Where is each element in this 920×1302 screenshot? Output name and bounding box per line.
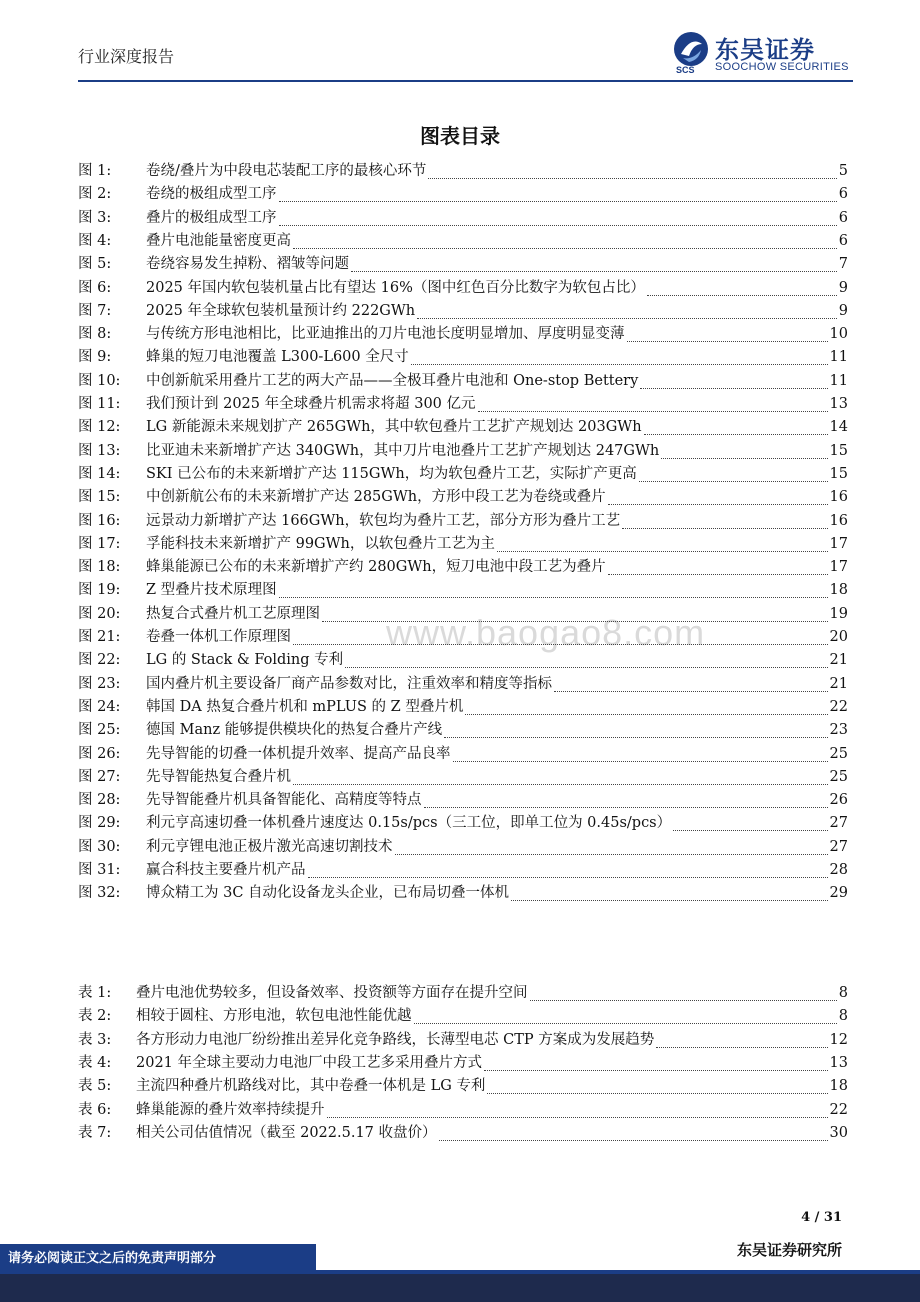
dot-leader <box>411 346 828 365</box>
figure-entry[interactable] <box>78 626 848 648</box>
entry-number: 表 3: <box>78 1031 112 1048</box>
entry-number: 表 1: <box>78 985 112 1001</box>
dot-leader <box>293 230 837 249</box>
dot-leader <box>293 626 828 645</box>
entry-number: 图 11: <box>78 396 121 412</box>
dot-leader <box>279 183 837 202</box>
entry-title: 卷绕的极组成型工序 <box>146 186 277 203</box>
entry-title: LG 的 Stack & Folding 专利 <box>146 652 344 669</box>
report-type-label: 行业深度报告 <box>78 47 175 66</box>
entry-number: 图 1: <box>78 163 112 179</box>
entry-number: 图 13: <box>78 442 121 459</box>
table-entry[interactable] <box>78 1052 848 1074</box>
entry-number: 图 3: <box>78 209 112 226</box>
dot-leader <box>327 1099 828 1118</box>
header-divider <box>78 80 853 82</box>
entry-page: 25 <box>829 768 848 785</box>
entry-page: 9 <box>838 302 848 319</box>
figure-entry[interactable] <box>78 533 848 555</box>
entry-number: 图 16: <box>78 512 121 529</box>
entry-number: 图 29: <box>78 815 121 832</box>
entry-number: 图 12: <box>78 419 121 436</box>
entry-title: 中创新航采用叠片工艺的两大产品——全极耳叠片电池和 One-stop Bettery <box>146 372 639 389</box>
entry-page: 5 <box>838 163 848 179</box>
entry-title: 2021 年全球主要动力电池厂中段工艺多采用叠片方式 <box>136 1054 483 1071</box>
entry-page: 13 <box>829 1054 848 1071</box>
entry-page: 11 <box>829 372 848 389</box>
entry-number: 图 23: <box>78 675 121 692</box>
entry-title: 与传统方形电池相比，比亚迪推出的刀片电池长度明显增加、厚度明显变薄 <box>146 326 625 343</box>
entry-title: 叠片的极组成型工序 <box>146 209 277 226</box>
entry-number: 表 7: <box>78 1124 112 1141</box>
figure-entry[interactable] <box>78 719 848 741</box>
entry-title: LG 新能源未来规划扩产 265GWh，其中软包叠片工艺扩产规划达 203GWh <box>146 419 642 436</box>
figure-entry[interactable] <box>78 160 848 182</box>
entry-title: 远景动力新增扩产达 166GWh，软包均为叠片工艺，部分方形为叠片工艺 <box>146 512 621 529</box>
entry-number: 图 19: <box>78 582 121 599</box>
dot-leader <box>414 1005 837 1024</box>
entry-number: 图 25: <box>78 722 121 739</box>
entry-number: 表 5: <box>78 1078 112 1095</box>
disclaimer-banner: 请务必阅读正文之后的免责声明部分 <box>0 1244 316 1274</box>
dot-leader <box>554 673 828 692</box>
dot-leader <box>661 440 827 459</box>
logo-mark-text: SCS <box>676 65 695 74</box>
dot-leader <box>673 812 827 831</box>
entry-page: 22 <box>829 1101 848 1118</box>
entry-number: 图 5: <box>78 256 112 273</box>
entry-page: 12 <box>829 1031 848 1048</box>
entry-page: 23 <box>829 722 848 739</box>
entry-number: 图 14: <box>78 465 121 482</box>
entry-number: 图 8: <box>78 326 112 343</box>
entry-title: 相关公司估值情况（截至 2022.5.17 收盘价） <box>136 1124 437 1141</box>
entry-title: 先导智能的切叠一体机提升效率、提高产品良率 <box>146 745 451 762</box>
entry-title: 叠片电池优势较多，但设备效率、投资额等方面存在提升空间 <box>136 985 528 1001</box>
entry-page: 26 <box>829 792 848 809</box>
entry-number: 表 2: <box>78 1008 112 1025</box>
entry-title: 孚能科技未来新增扩产 99GWh，以软包叠片工艺为主 <box>146 535 495 552</box>
figure-entry[interactable] <box>78 300 848 322</box>
entry-number: 图 27: <box>78 768 121 785</box>
figure-entry[interactable] <box>78 579 848 601</box>
entry-page: 28 <box>829 862 848 878</box>
dot-leader <box>417 300 837 319</box>
table-entry[interactable] <box>78 982 848 1004</box>
figure-entry[interactable] <box>78 277 848 299</box>
dot-leader <box>395 836 828 855</box>
entry-number: 图 32: <box>78 885 121 902</box>
logo-chinese-name: 东吴证券 <box>715 36 815 64</box>
figure-entry[interactable] <box>78 649 848 671</box>
entry-title: 卷绕/叠片为中段电芯装配工序的最核心环节 <box>146 163 427 179</box>
figure-entry[interactable] <box>78 836 848 858</box>
figure-entry[interactable] <box>78 603 848 625</box>
entry-title: 2025 年全球软包装机量预计约 222GWh <box>146 302 416 319</box>
entry-title: 国内叠片机主要设备厂商产品参数对比，注重效率和精度等指标 <box>146 675 552 692</box>
figure-entry[interactable] <box>78 510 848 532</box>
dot-leader <box>656 1029 827 1048</box>
dot-leader <box>439 1122 828 1141</box>
dot-leader <box>484 1052 828 1071</box>
dot-leader <box>511 882 828 901</box>
entry-number: 图 21: <box>78 629 121 645</box>
dot-leader <box>424 789 828 808</box>
entry-page: 16 <box>829 489 848 506</box>
figure-entry[interactable] <box>78 859 848 881</box>
figure-entry[interactable] <box>78 486 848 508</box>
entry-page: 16 <box>829 512 848 529</box>
toc-title: 图表目录 <box>420 124 500 148</box>
entry-page: 25 <box>829 745 848 762</box>
entry-title: 中创新航公布的未来新增扩产达 285GWh，方形中段工艺为卷绕或叠片 <box>146 489 606 506</box>
dot-leader <box>453 743 828 762</box>
figure-entry[interactable] <box>78 230 848 252</box>
entry-number: 图 2: <box>78 186 112 203</box>
dot-leader <box>345 649 827 668</box>
entry-page: 14 <box>829 419 848 436</box>
figure-entry[interactable] <box>78 323 848 345</box>
entry-number: 图 4: <box>78 232 112 249</box>
dot-leader <box>644 416 828 435</box>
entry-number: 图 31: <box>78 862 121 878</box>
entry-page: 18 <box>829 1078 848 1095</box>
entry-title: 德国 Manz 能够提供模块化的热复合叠片产线 <box>146 722 443 739</box>
dot-leader <box>487 1075 827 1094</box>
entry-title: 叠片电池能量密度更高 <box>146 232 291 249</box>
page-indicator: 4 / 31 <box>801 1210 842 1225</box>
entry-number: 图 6: <box>78 279 112 296</box>
table-entry[interactable] <box>78 1122 848 1144</box>
figure-entry[interactable] <box>78 393 848 415</box>
entry-title: 我们预计到 2025 年全球叠片机需求将超 300 亿元 <box>146 396 476 412</box>
table-entry[interactable] <box>78 1005 848 1027</box>
figure-entry[interactable] <box>78 463 848 485</box>
institute-name: 东吴证券研究所 <box>736 1241 842 1259</box>
entry-page: 10 <box>829 326 848 343</box>
entry-number: 表 4: <box>78 1054 112 1071</box>
entry-page: 20 <box>829 629 848 645</box>
entry-title: 韩国 DA 热复合叠片机和 mPLUS 的 Z 型叠片机 <box>146 698 464 715</box>
footer-bar <box>0 1274 920 1302</box>
entry-page: 8 <box>838 985 848 1001</box>
entry-page: 22 <box>829 698 848 715</box>
dot-leader <box>530 982 837 1001</box>
entry-page: 7 <box>838 256 848 273</box>
table-entry[interactable] <box>78 1099 848 1121</box>
entry-number: 图 7: <box>78 302 112 319</box>
entry-title: 先导智能叠片机具备智能化、高精度等特点 <box>146 792 422 809</box>
figure-entry[interactable] <box>78 789 848 811</box>
dot-leader <box>322 603 828 622</box>
dot-leader <box>647 277 837 296</box>
dot-leader <box>639 463 828 482</box>
entry-number: 表 6: <box>78 1101 112 1118</box>
dot-leader <box>465 696 827 715</box>
entry-title: 卷叠一体机工作原理图 <box>146 629 291 645</box>
entry-number: 图 26: <box>78 745 121 762</box>
entry-title: 利元亨锂电池正极片激光高速切割技术 <box>146 838 393 855</box>
dot-leader <box>478 393 828 412</box>
figure-entry[interactable] <box>78 882 848 904</box>
entry-title: 蜂巢的短刀电池覆盖 L300-L600 全尺寸 <box>146 349 409 366</box>
entry-number: 图 9: <box>78 349 112 366</box>
entry-title: 赢合科技主要叠片机产品 <box>146 862 306 878</box>
entry-number: 图 20: <box>78 605 121 622</box>
entry-title: 先导智能热复合叠片机 <box>146 768 291 785</box>
figure-entry[interactable] <box>78 440 848 462</box>
figure-entry[interactable] <box>78 346 848 368</box>
dot-leader <box>444 719 827 738</box>
entry-page: 27 <box>829 815 848 832</box>
watermark: www.baogao8.com <box>386 612 706 653</box>
entry-title: Z 型叠片技术原理图 <box>146 582 277 599</box>
entry-page: 15 <box>829 465 848 482</box>
entry-title: SKI 已公布的未来新增扩产达 115GWh，均为软包叠片工艺，实际扩产更高 <box>146 465 637 482</box>
entry-number: 图 24: <box>78 698 121 715</box>
figure-entry[interactable] <box>78 253 848 275</box>
table-entry[interactable] <box>78 1075 848 1097</box>
dot-leader <box>351 253 837 272</box>
entry-page: 30 <box>829 1124 848 1141</box>
figure-entry[interactable] <box>78 556 848 578</box>
figure-entry[interactable] <box>78 416 848 438</box>
soochow-logo <box>672 30 857 78</box>
dot-leader <box>428 160 836 179</box>
entry-title: 卷绕容易发生掉粉、褶皱等问题 <box>146 256 349 273</box>
entry-title: 博众精工为 3C 自动化设备龙头企业，已布局切叠一体机 <box>146 885 510 902</box>
figure-entry[interactable] <box>78 370 848 392</box>
entry-page: 17 <box>829 559 848 576</box>
entry-number: 图 30: <box>78 838 121 855</box>
figure-entry[interactable] <box>78 743 848 765</box>
entry-number: 图 15: <box>78 489 121 506</box>
entry-title: 利元亨高速切叠一体机叠片速度达 0.15s/pcs（三工位，即单工位为 0.45s/pcs） <box>146 815 672 832</box>
entry-page: 17 <box>829 535 848 552</box>
dot-leader <box>279 579 828 598</box>
dot-leader <box>497 533 828 552</box>
entry-title: 主流四种叠片机路线对比，其中卷叠一体机是 LG 专利 <box>136 1078 486 1095</box>
entry-title: 2025 年国内软包装机量占比有望达 16%（图中红色百分比数字为软包占比） <box>146 279 645 296</box>
entry-number: 图 18: <box>78 559 121 576</box>
figure-entry[interactable] <box>78 673 848 695</box>
entry-page: 15 <box>829 442 848 459</box>
entry-page: 13 <box>829 396 848 412</box>
figure-entry[interactable] <box>78 207 848 229</box>
entry-title: 蜂巢能源的叠片效率持续提升 <box>136 1101 325 1118</box>
entry-page: 27 <box>829 838 848 855</box>
entry-page: 29 <box>829 885 848 902</box>
dot-leader <box>308 859 828 878</box>
dot-leader <box>608 556 828 575</box>
entry-title: 蜂巢能源已公布的未来新增扩产约 280GWh，短刀电池中段工艺为叠片 <box>146 559 606 576</box>
entry-page: 6 <box>838 232 848 249</box>
entry-number: 图 28: <box>78 792 121 809</box>
entry-page: 9 <box>838 279 848 296</box>
dot-leader <box>640 370 827 389</box>
dot-leader <box>293 766 828 785</box>
entry-page: 6 <box>838 209 848 226</box>
entry-title: 相较于圆柱、方形电池，软包电池性能优越 <box>136 1008 412 1025</box>
dot-leader <box>279 207 837 226</box>
figure-entry[interactable] <box>78 766 848 788</box>
entry-page: 21 <box>829 675 848 692</box>
logo-mark-icon <box>672 30 712 74</box>
entry-title: 热复合式叠片机工艺原理图 <box>146 605 320 622</box>
entry-page: 6 <box>838 186 848 203</box>
entry-page: 8 <box>838 1008 848 1025</box>
entry-title: 比亚迪未来新增扩产达 340GWh，其中刀片电池叠片工艺扩产规划达 247GWh <box>146 442 660 459</box>
logo-english-name: SOOCHOW SECURITIES <box>715 61 849 73</box>
figure-entry[interactable] <box>78 183 848 205</box>
entry-page: 18 <box>829 582 848 599</box>
entry-page: 19 <box>829 605 848 622</box>
dot-leader <box>608 486 828 505</box>
entry-title: 各方形动力电池厂纷纷推出差异化竞争路线，长薄型电芯 CTP 方案成为发展趋势 <box>136 1031 655 1048</box>
table-entry[interactable] <box>78 1029 848 1051</box>
figure-entry[interactable] <box>78 812 848 834</box>
dot-leader <box>622 510 827 529</box>
dot-leader <box>627 323 828 342</box>
entry-number: 图 10: <box>78 372 121 389</box>
entry-number: 图 17: <box>78 535 121 552</box>
entry-page: 21 <box>829 652 848 669</box>
figure-entry[interactable] <box>78 696 848 718</box>
entry-number: 图 22: <box>78 652 121 669</box>
entry-page: 11 <box>829 349 848 366</box>
